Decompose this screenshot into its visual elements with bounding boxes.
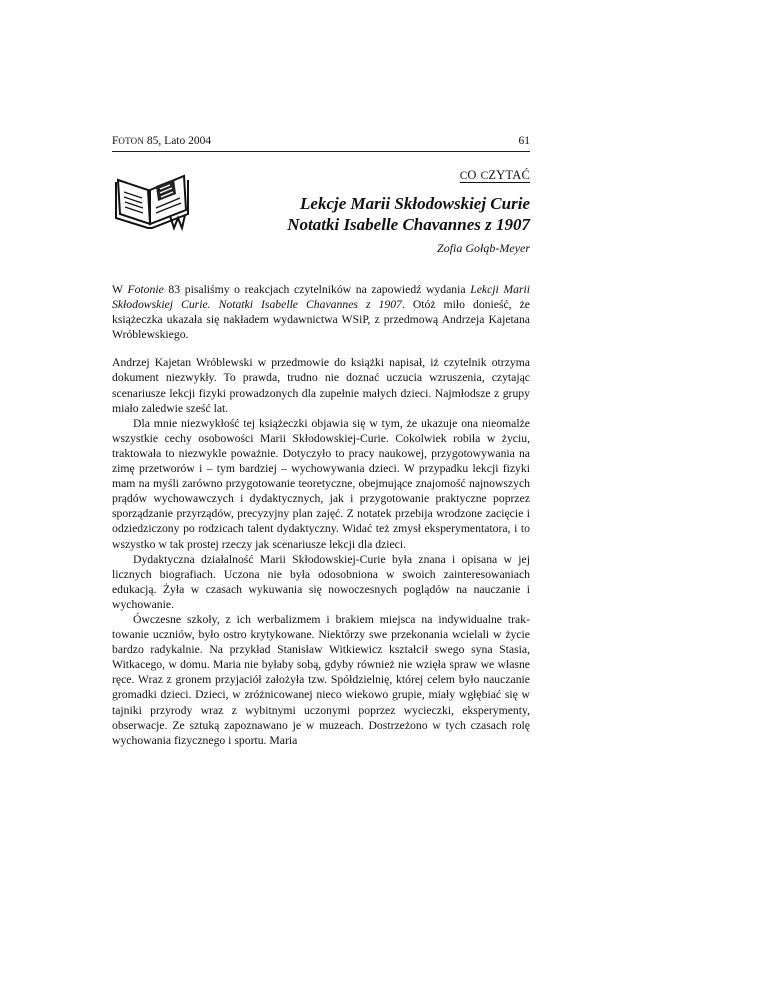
paragraph: Dla mnie niezwykłość tej książeczki objawia się w tym, że ukazuje ona nieomalże wszystkie cechy osobowości Marii Skłodowskiej-Curie. Cokolwiek robiła w życiu, traktowała to niezwykle poważnie. Dotyczyło to pracy naukowej, przygotowywania na zimę przetworów i – tym bardziej – wychowywania dzieci. W przypadku lekcji fizyki mam na myśli zarówno przygotowanie teoretyczne, obejmujące znajomość najnowszych prądów wychowawczych i dydaktycznych, jak i przygotowanie praktyczne poprzez sporządzanie przyrządów, precyzyjny plan zajęć. Z notatek przebija wrodzone zacięcie i odziedziczony po rodzicach talent dydaktyczny. Widać też zmysł eksperymentatora, i to wszystko w tak prostej rzeczy jak scenariusze lekcji dla dzieci. — [112, 416, 530, 551]
paragraph: Ówczesne szkoły, z ich werbalizmem i brakiem miejsca na indywidualne traktowanie uczniów, było ostro krytykowane. Niektórzy swe przekonania wcielali w życie bardzo radykalnie. Na przykład Stanisław Witkiewicz kształcił swego syna Stasia, Witkacego, w domu. Maria nie byłaby sobą, gdyby również nie wzięła spraw we własne ręce. Wraz z gronem przyjaciół założyła tzw. Spółdzielnię, której celem było nauczanie gromadki dzieci. Dzieci, w zróżnicowanej nieco wiekowo grupie, miały wgłębiać się w tajniki przyrody wraz z wybitnymi uczonymi poprzez wycieczki, eksperymenty, obserwacje. Ze sztuką zapoznawano je w muzeach. Dostrzeżono w tych czasach rolę wychowania fizycznego i sportu. Maria — [112, 612, 530, 747]
article-author: Zofia Gołąb-Meyer — [437, 241, 530, 255]
open-book-icon — [112, 170, 192, 234]
running-header — [112, 135, 530, 152]
paragraph-intro: W Fotonie 83 pisaliśmy o reakcjach czytelników na zapowiedź wydania Lekcji Marii Skłodowskiej Curie. Notatki Isabelle Chavannes z 1907. Otóż miło donieść, że książeczka ukazała się nakładem wydawnictwa WSiP, z przedmową Andrzeja Kajetana Wróblewskiego. — [112, 283, 531, 342]
title-line-2: Notatki Isabelle Chavannes z 1907 — [287, 215, 530, 234]
paragraph: Andrzej Kajetan Wróblewski w przedmowie do książki napisał, iż czytelnik otrzyma dokument niezwykły. To prawda, trudno nie doznać uczucia wzruszenia, czytając scenariusze lekcji fizyki prowadzonych dla zupełnie małych dzieci. Najmłodsze z grupy miało zaledwie sześć lat. — [112, 356, 530, 415]
title-line-1: Lekcje Marii Skłodowskiej Curie — [300, 194, 530, 213]
journal-issue: FOTON 85, Lato 2004 — [112, 135, 212, 147]
paragraph: Dydaktyczna działalność Marii Skłodowskiej-Curie była znana i opisana w jej licznych biografiach. Uczona nie była odosobniona w swoich zainteresowaniach edukacją. Żyła w czasach wykuwania się nowoczesnych poglądów na nauczanie i wychowanie. — [112, 552, 530, 611]
article-title — [287, 193, 530, 235]
section-title: CO CZYTAĆ — [459, 168, 530, 182]
article-body — [112, 282, 530, 748]
page-number: 61 — [518, 135, 530, 147]
